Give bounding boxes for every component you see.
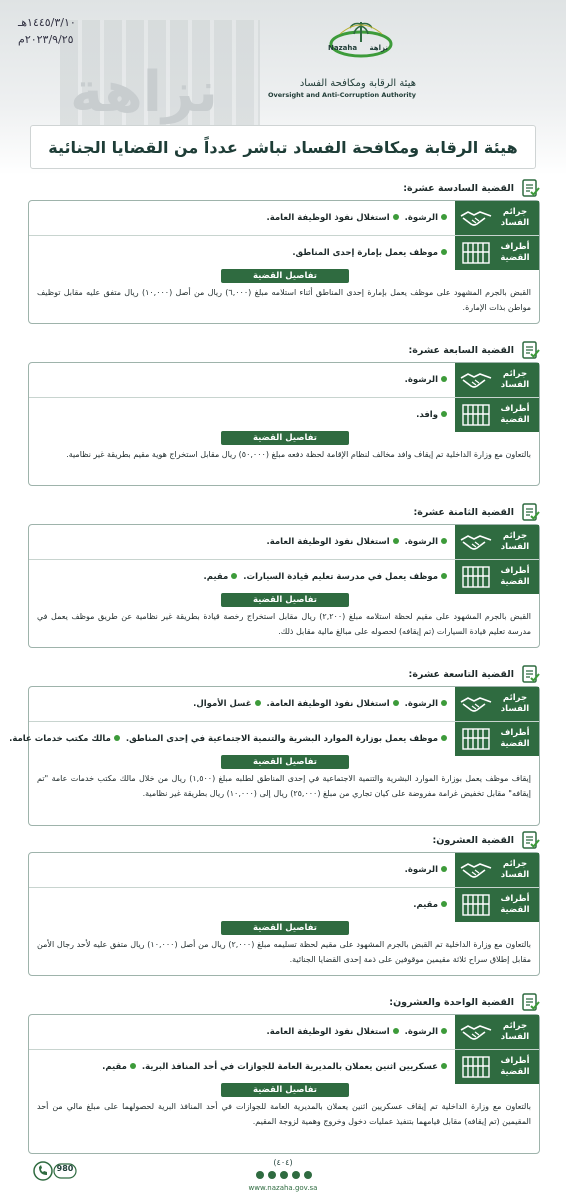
details-label-bar: تفاصيل القضية: [221, 1083, 349, 1097]
case-details-text: إيقاف موظف يعمل بوزارة الموارد البشرية والتنمية الاجتماعية في إحدى المناطق لطلبه مبلغ (١,٥٠٠) ريال من خلال مالك مكتب خدمات عامة "تم إيقافه" مقابل تخفيض غرامة مفروضة على كيان تجاري من مبلغ (٢٥,٠٠٠) ريال إلى (١٠,٠٠٠) ريال بطريقة غير نظامية.: [37, 774, 531, 798]
crimes-label: جرائم الفساد: [500, 531, 530, 552]
clipboard-check-icon: [520, 340, 540, 360]
crimes-row: [29, 687, 539, 721]
crime-item: الرشوة.: [405, 213, 447, 223]
case-heading-text: القضية الواحدة والعشرون:: [389, 996, 514, 1008]
crimes-row: [29, 1015, 539, 1049]
case-card: [28, 1014, 540, 1154]
page-title-box: [30, 125, 536, 169]
clipboard-check-icon: [520, 992, 540, 1012]
case-block: [28, 830, 540, 976]
authority-name-en: Oversight and Anti-Corruption Authority: [268, 91, 416, 99]
case-details-text: بالتعاون مع وزارة الداخلية تم إيقاف عسكريين اثنين يعملان بالمديرية العامة للجوازات في أحد المنافذ البرية لحصولهما على مبلغ مالي من أحد المقيمين (تم إيقافه) مقابل قيامهما بتنفيذ عمليات دخول وخروج وهمية لزوجة المقيم.: [37, 1102, 531, 1126]
parties-label-panel: [455, 236, 539, 270]
social-icon[interactable]: [256, 1171, 264, 1179]
crime-item: استغلال نفوذ الوظيفة العامة.: [267, 699, 399, 709]
case-heading-text: القضية السادسة عشرة:: [403, 182, 514, 194]
crimes-values: [35, 1015, 447, 1049]
social-icon[interactable]: [268, 1171, 276, 1179]
case-heading: [432, 830, 540, 850]
bullet-dot: [130, 1063, 136, 1069]
bullet-dot: [441, 1063, 447, 1069]
parties-label: أطراف القضية: [500, 566, 530, 587]
clipboard-check-icon: [520, 502, 540, 522]
party-item: موظف يعمل في مدرسة تعليم قيادة السيارات.: [243, 572, 447, 582]
handshake-icon: [459, 692, 493, 716]
bullet-dot: [441, 866, 447, 872]
crimes-row: [29, 363, 539, 397]
handshake-icon: [459, 1020, 493, 1044]
crime-item: الرشوة.: [405, 537, 447, 547]
crimes-values: [35, 687, 447, 721]
case-block: [28, 340, 540, 486]
parties-row: [29, 559, 539, 593]
parties-label: أطراف القضية: [500, 1056, 530, 1077]
crimes-values: [35, 363, 447, 397]
clipboard-check-icon: [520, 664, 540, 684]
case-heading: [389, 992, 540, 1012]
case-block: [28, 502, 540, 648]
parties-values: [9, 722, 447, 756]
bullet-dot: [393, 700, 399, 706]
social-icon[interactable]: [292, 1171, 300, 1179]
handshake-icon: [459, 858, 493, 882]
case-details-text: بالتعاون مع وزارة الداخلية تم إيقاف وافد مخالف لنظام الإقامة لحظة دفعه مبلغ (٥٠,٠٠٠) ريال مقابل استخراج هوية مقيم بطريقة غير نظامية.: [66, 450, 531, 459]
details-label-bar: تفاصيل القضية: [221, 921, 349, 935]
crime-item: استغلال نفوذ الوظيفة العامة.: [267, 1027, 399, 1037]
jail-bars-icon: [459, 727, 493, 751]
parties-row: [29, 887, 539, 921]
clipboard-check-icon: [520, 178, 540, 198]
parties-label-panel: [455, 722, 539, 756]
crimes-label: جرائم الفساد: [500, 859, 530, 880]
case-card: [9, 686, 540, 826]
crime-item: الرشوة.: [405, 699, 447, 709]
logo-word-ar: نزاهة: [369, 44, 388, 52]
crimes-values: [35, 201, 447, 235]
bullet-dot: [255, 700, 261, 706]
jail-bars-icon: [459, 403, 493, 427]
case-heading: [409, 664, 540, 684]
case-details-text: القبض بالجرم المشهود على موظف يعمل بإمارة إحدى المناطق أثناء استلامه مبلغ (٦,٠٠٠) ريال من أصل (١٠,٠٠٠) ريال متفق عليه مقابل توظيف مواطن بذات الإمارة.: [37, 288, 531, 312]
hotline-number: 980: [56, 1164, 74, 1173]
party-item: مقيم.: [204, 572, 238, 582]
bullet-dot: [441, 735, 447, 741]
parties-label: أطراف القضية: [500, 894, 530, 915]
crime-item: الرشوة.: [405, 865, 447, 875]
crimes-row: [29, 525, 539, 559]
parties-values: [35, 236, 447, 270]
bullet-dot: [441, 214, 447, 220]
jail-bars-icon: [459, 241, 493, 265]
crimes-row: [29, 853, 539, 887]
parties-label-panel: [455, 888, 539, 922]
handshake-icon: [459, 206, 493, 230]
details-label-bar: تفاصيل القضية: [221, 755, 349, 769]
bullet-dot: [441, 411, 447, 417]
details-label-bar: تفاصيل القضية: [221, 269, 349, 283]
bullet-dot: [114, 735, 120, 741]
crime-item: استغلال نفوذ الوظيفة العامة.: [267, 213, 399, 223]
page-footer: [0, 1148, 566, 1199]
social-icon[interactable]: [304, 1171, 312, 1179]
case-card: [28, 852, 540, 976]
authority-name-ar: هيئة الرقابة ومكافحة الفساد: [299, 78, 416, 89]
details-label-bar: تفاصيل القضية: [221, 431, 349, 445]
parties-row: [29, 235, 539, 269]
case-heading: [403, 178, 540, 198]
page-number: (٤٠٤): [273, 1158, 293, 1167]
case-heading-text: القضية السابعة عشرة:: [408, 344, 514, 356]
parties-values: [35, 1050, 447, 1084]
parties-label: أطراف القضية: [500, 242, 530, 263]
parties-label: أطراف القضية: [500, 404, 530, 425]
party-item: موظف يعمل بإمارة إحدى المناطق.: [292, 248, 447, 258]
parties-label-panel: [455, 560, 539, 594]
parties-label-panel: [455, 398, 539, 432]
bullet-dot: [441, 901, 447, 907]
crimes-label-panel: [455, 853, 539, 887]
social-icon[interactable]: [280, 1171, 288, 1179]
parties-values: [35, 560, 447, 594]
case-block: [28, 992, 540, 1154]
page-title: هيئة الرقابة ومكافحة الفساد تباشر عدداً من القضايا الجنائية: [48, 137, 518, 157]
crimes-row: [29, 201, 539, 235]
jail-bars-icon: [459, 1055, 493, 1079]
party-item: وافد.: [416, 410, 447, 420]
crime-item: الرشوة.: [405, 1027, 447, 1037]
handshake-icon: [459, 368, 493, 392]
party-item: مقيم.: [413, 900, 447, 910]
jail-bars-icon: [459, 893, 493, 917]
case-heading-text: القضية العشرون:: [432, 834, 514, 846]
jail-bars-icon: [459, 565, 493, 589]
crimes-label-panel: [455, 525, 539, 559]
case-details-text: القبض بالجرم المشهود على مقيم لحظة استلامه مبلغ (٢,٢٠٠) ريال مقابل استخراج رخصة قيادة بطريقة غير نظامية عن طريق موظف يعمل في مدرسة تعليم قيادة السيارات (تم إيقافه) لحصوله على مبالغ مالية مقابل ذلك.: [37, 612, 531, 636]
bullet-dot: [441, 538, 447, 544]
authority-name: [206, 78, 416, 99]
parties-row: [29, 1049, 539, 1083]
crimes-values: [35, 853, 447, 887]
header-hero: [0, 0, 566, 175]
case-details-text: بالتعاون مع وزارة الداخلية تم القبض بالجرم المشهود على مقيم لحظة تسليمه مبلغ (٢,٠٠٠) ريال من أصل (١٠,٠٠٠) ريال متفق عليه لأحد رجال الأمن مقابل إطلاق سراح ثلاثة مقيمين موقوفين على ذمة إحدى القضايا الجنائية.: [37, 940, 532, 964]
crimes-label: جرائم الفساد: [500, 369, 530, 390]
date-block: [18, 14, 128, 48]
case-block: [28, 178, 540, 324]
case-heading-text: القضية الثامنة عشرة:: [413, 506, 514, 518]
bullet-dot: [393, 1028, 399, 1034]
handshake-icon: [459, 530, 493, 554]
case-card: [28, 524, 540, 648]
bullet-dot: [441, 249, 447, 255]
logo-word-en: Nazaha: [328, 44, 358, 52]
party-item: مقيم.: [102, 1062, 136, 1072]
crimes-label: جرائم الفساد: [500, 1021, 530, 1042]
nazaha-logo-icon: [326, 14, 396, 66]
details-label-bar: تفاصيل القضية: [221, 593, 349, 607]
bullet-dot: [393, 214, 399, 220]
parties-row: [9, 721, 539, 755]
case-block: [9, 664, 540, 826]
parties-values: [35, 888, 447, 922]
crimes-label-panel: [455, 687, 539, 721]
bullet-dot: [393, 538, 399, 544]
party-item: مالك مكتب خدمات عامة.: [9, 734, 120, 744]
parties-label: أطراف القضية: [500, 728, 530, 749]
crime-item: استغلال نفوذ الوظيفة العامة.: [267, 537, 399, 547]
case-card: [28, 200, 540, 324]
bullet-dot: [441, 573, 447, 579]
crimes-values: [35, 525, 447, 559]
case-heading-text: القضية التاسعة عشرة:: [408, 668, 514, 680]
case-heading: [409, 340, 541, 360]
hijri-date: ١٤٤٥/٣/١٠هـ: [18, 16, 76, 29]
parties-row: [29, 397, 539, 431]
bullet-dot: [441, 1028, 447, 1034]
parties-values: [35, 398, 447, 432]
crimes-label: جرائم الفساد: [500, 693, 530, 714]
case-card: [28, 362, 540, 486]
case-heading: [413, 502, 540, 522]
social-icons: [256, 1171, 312, 1181]
party-item: موظف يعمل بوزارة الموارد البشرية والتنمية الاجتماعية في إحدى المناطق.: [126, 734, 447, 744]
crimes-label: جرائم الفساد: [500, 207, 530, 228]
website-link[interactable]: www.nazaha.gov.sa: [248, 1184, 318, 1192]
parties-label-panel: [455, 1050, 539, 1084]
clipboard-check-icon: [520, 830, 540, 850]
bullet-dot: [441, 376, 447, 382]
crime-item: غسل الأموال.: [193, 699, 260, 709]
crimes-label-panel: [455, 1015, 539, 1049]
background-word: نزاهة: [70, 60, 218, 125]
crimes-label-panel: [455, 201, 539, 235]
party-item: عسكريين اثنين يعملان بالمديرية العامة للجوازات في أحد المنافذ البرية.: [142, 1062, 447, 1072]
gregorian-date: ٢٠٢٣/٩/٢٥م: [18, 33, 74, 46]
crimes-label-panel: [455, 363, 539, 397]
bullet-dot: [441, 700, 447, 706]
bullet-dot: [231, 573, 237, 579]
crime-item: الرشوة.: [405, 375, 447, 385]
